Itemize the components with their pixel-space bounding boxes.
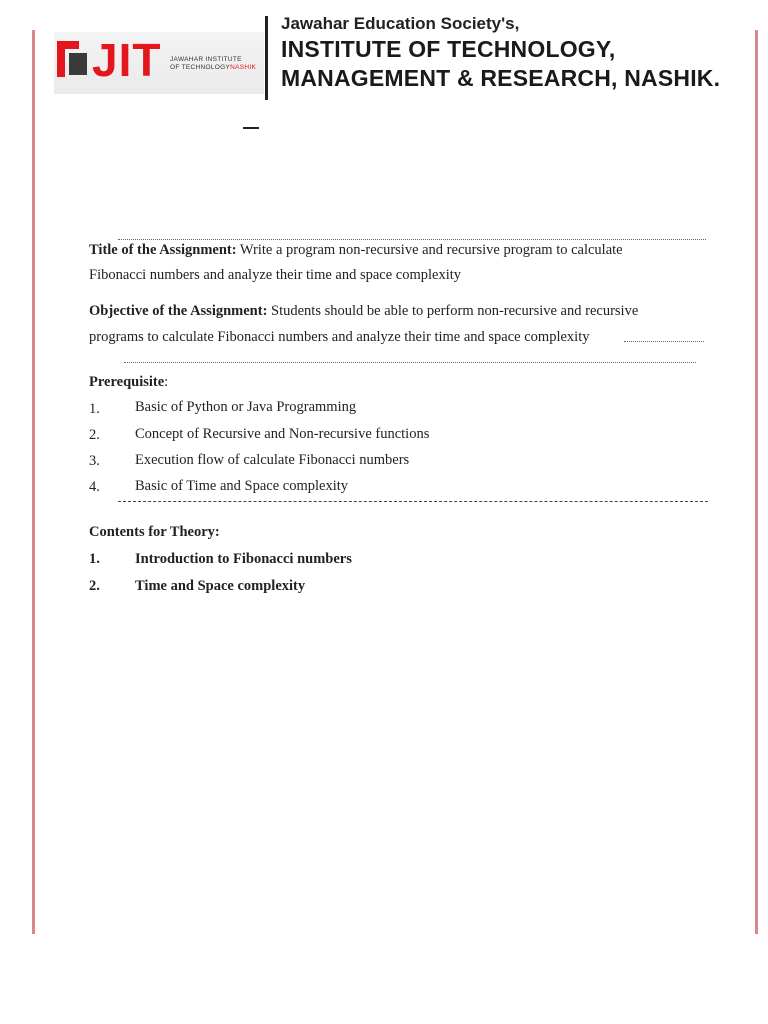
prereq-number-4: 4. (89, 479, 100, 495)
title-text-line1: Write a program non-recursive and recursive program to calculate (236, 242, 623, 258)
prerequisite-heading: Prerequisite: (89, 374, 169, 390)
institute-name-line1: INSTITUTE OF TECHNOLOGY, (281, 36, 616, 62)
theory-item-1: Introduction to Fibonacci numbers (135, 551, 352, 567)
assignment-title (89, 241, 623, 259)
theory-heading: Contents for Theory: (89, 524, 220, 540)
society-name: Jawahar Education Society's, (281, 14, 520, 33)
dotted-rule-objective (624, 341, 704, 342)
objective-label: Objective of the Assignment: (89, 303, 268, 319)
prereq-number-1: 1. (89, 401, 100, 417)
logo-city: NASHIK (230, 64, 257, 71)
page-border-right (755, 30, 758, 934)
dashed-separator (118, 501, 708, 502)
title-text-line2: Fibonacci numbers and analyze their time and space complexity (89, 267, 462, 283)
logo-mark-icon (57, 41, 89, 77)
prereq-number-3: 3. (89, 453, 100, 469)
logo-wordmark: JIT (92, 34, 162, 86)
letterhead (52, 14, 732, 100)
prereq-item-2: Concept of Recursive and Non-recursive functions (135, 426, 430, 442)
prereq-item-3: Execution flow of calculate Fibonacci numbers (135, 452, 410, 468)
dotted-rule-mid (124, 362, 696, 363)
logo-name-line1: JAWAHAR INSTITUTE (170, 56, 242, 63)
header-divider (265, 16, 268, 100)
prereq-number-2: 2. (89, 427, 100, 443)
theory-number-2: 2. (89, 578, 100, 594)
logo-name-line2: OF TECHNOLOGYNASHIK (170, 64, 257, 71)
objective-text-line2: programs to calculate Fibonacci numbers and analyze their time and space complexity (89, 329, 590, 345)
theory-item-2: Time and Space complexity (135, 578, 306, 594)
logo-institute-name (170, 56, 256, 72)
institute-name-line2: MANAGEMENT & RESEARCH, NASHIK. (281, 65, 721, 91)
dash-mark (243, 127, 259, 129)
jit-logo (54, 32, 264, 94)
prereq-item-1: Basic of Python or Java Programming (135, 399, 357, 415)
theory-number-1: 1. (89, 551, 100, 567)
dotted-rule-top (118, 239, 706, 240)
assignment-objective (89, 302, 638, 320)
page-border-left (32, 30, 35, 934)
prereq-item-4: Basic of Time and Space complexity (135, 478, 349, 494)
objective-text-line1: Students should be able to perform non-recursive and recursive (267, 303, 639, 319)
title-label: Title of the Assignment: (89, 242, 237, 258)
